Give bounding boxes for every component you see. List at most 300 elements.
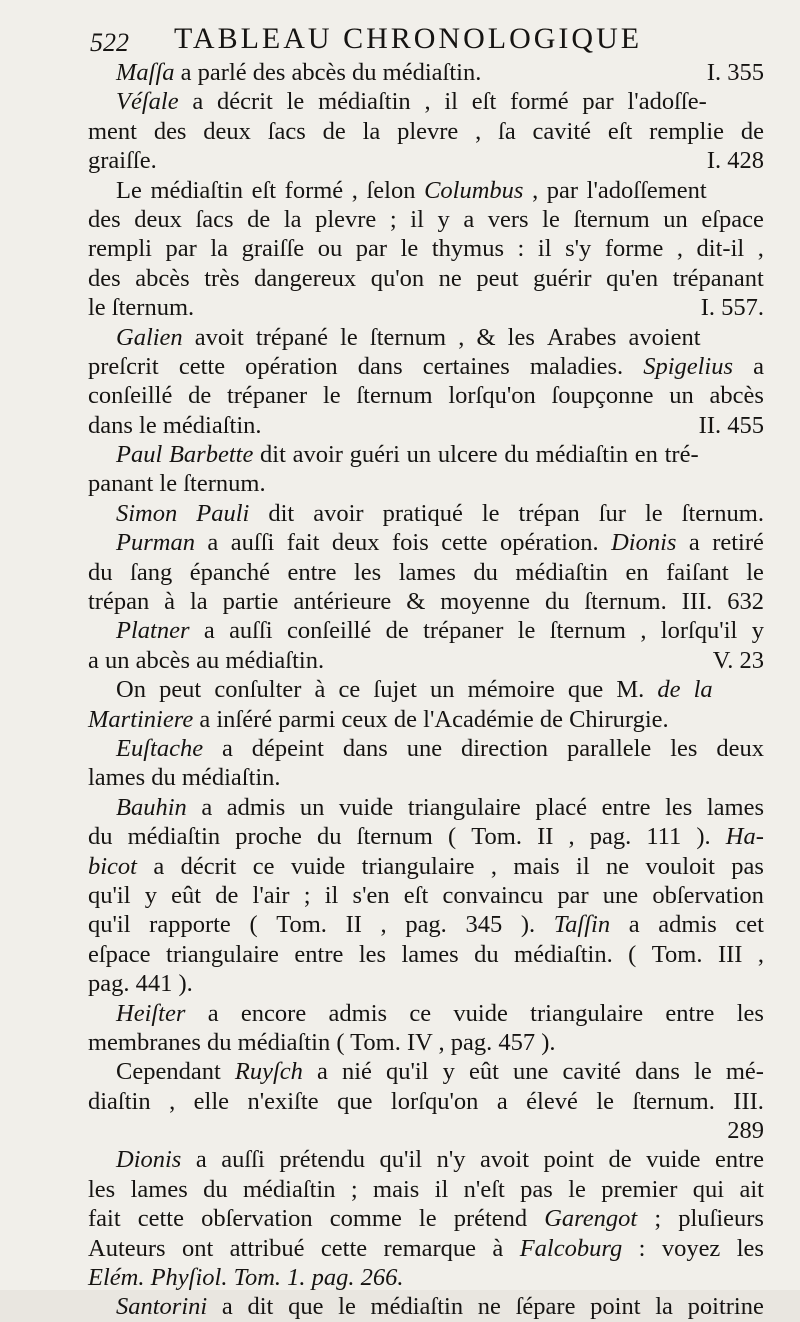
word: ce	[252, 852, 275, 880]
word: fait	[88, 1205, 121, 1233]
word: guéri	[349, 441, 400, 469]
word: ſternum.	[632, 1087, 715, 1115]
text-line	[88, 969, 764, 998]
word: rapporte	[149, 911, 231, 939]
word: diaſtin	[88, 1087, 151, 1115]
word: de	[247, 205, 271, 233]
word: a	[153, 852, 165, 880]
text-line	[88, 234, 764, 263]
word: eût	[171, 881, 202, 909]
word: III	[717, 940, 743, 968]
word: avoit	[480, 1146, 530, 1174]
word: certaines	[422, 352, 510, 380]
word: les	[358, 940, 387, 968]
text-segment: 289	[727, 1117, 764, 1145]
word: proche	[235, 823, 302, 851]
word: eſpace	[701, 205, 764, 233]
word: II	[537, 823, 554, 851]
word: ,	[424, 88, 431, 116]
word: a	[201, 793, 213, 821]
word: cette	[320, 1234, 368, 1262]
word: voyez	[661, 1234, 721, 1262]
word: thymus	[431, 235, 504, 263]
word: dépeint	[251, 734, 324, 762]
word: abcès	[135, 264, 190, 292]
word: vers	[487, 205, 529, 233]
text-line	[88, 558, 764, 587]
italic-word: Heiſter	[116, 999, 186, 1027]
word: 632	[727, 588, 764, 616]
word: ce	[409, 999, 432, 1027]
word: antérieure	[293, 588, 392, 616]
word: moyenne	[440, 588, 530, 616]
word: entre	[287, 558, 337, 586]
word: médiaſtin.	[514, 940, 613, 968]
text-line	[88, 1087, 764, 1116]
word: ſépare	[515, 1293, 576, 1321]
word: ,	[458, 323, 465, 351]
word: les	[88, 1175, 116, 1203]
word: direction	[460, 734, 549, 762]
word: triangulaire	[166, 940, 279, 968]
text-line	[88, 264, 764, 293]
word: par	[546, 176, 579, 204]
word: le	[694, 1058, 712, 1086]
word: 345	[465, 911, 503, 939]
word: n'exiſte	[247, 1087, 319, 1115]
text-line	[88, 469, 764, 498]
word: preſcrit	[88, 352, 159, 380]
word: lames	[706, 793, 764, 821]
word: il	[537, 235, 552, 263]
word: plevre	[315, 205, 377, 233]
word: conſeillé	[88, 382, 173, 410]
text-line	[88, 1145, 764, 1174]
word: il	[324, 881, 339, 909]
italic-word: Spigelius	[643, 352, 734, 380]
word: point	[590, 1293, 641, 1321]
word: Tom.	[651, 940, 703, 968]
word: ſelon	[366, 176, 416, 204]
word: de	[188, 382, 212, 410]
word: eſt	[607, 117, 633, 145]
word: poitrine	[687, 1293, 764, 1321]
word: guérir	[533, 264, 592, 292]
word: médiaſtin	[370, 1293, 464, 1321]
word: convaincu	[442, 881, 544, 909]
word: trépaner	[423, 617, 504, 645]
italic-word: Garengot	[544, 1205, 638, 1233]
word: n'y	[436, 1146, 466, 1174]
word: premier	[601, 1175, 678, 1203]
word: du	[88, 823, 113, 851]
text-segment: lames du médiaſtin.	[88, 764, 281, 792]
word: deux	[203, 117, 251, 145]
word: du	[473, 558, 498, 586]
word: fait	[286, 529, 320, 557]
word: peut	[476, 264, 519, 292]
word: mé-	[725, 1058, 764, 1086]
word: qu'il	[88, 881, 131, 909]
word: en	[625, 558, 649, 586]
word: ſur	[598, 499, 626, 527]
word: il	[576, 852, 590, 880]
word: Arabes	[546, 323, 617, 351]
text-line	[88, 293, 764, 322]
italic-word: Dionis	[611, 529, 677, 557]
word: mais	[513, 852, 560, 880]
word: ne	[606, 852, 630, 880]
text-line	[88, 646, 764, 675]
text-line	[88, 675, 713, 704]
word: y	[751, 617, 764, 645]
text-segment: membranes du médiaſtin ( Tom. IV , pag. 457 ).	[88, 1028, 556, 1056]
word: que	[337, 1087, 373, 1115]
word: ulcere	[437, 441, 498, 469]
word: ;	[350, 1175, 358, 1203]
word: obſervation	[201, 1205, 313, 1233]
word: partie	[222, 588, 279, 616]
volume-reference: I. 557.	[700, 294, 764, 322]
text-segment: a un abcès au médiaſtin.	[88, 646, 325, 674]
word: il	[444, 88, 458, 116]
word: ſacs	[267, 117, 306, 145]
word: triangulaire	[530, 999, 644, 1027]
italic-word: Pauli	[196, 499, 250, 527]
text-segment: panant le ſternum.	[88, 470, 266, 498]
italic-word: Véſale	[116, 88, 179, 116]
word: dit	[268, 499, 295, 527]
word: l'air	[252, 881, 290, 909]
word: &	[476, 323, 496, 351]
word: décrit	[180, 852, 237, 880]
italic-word: Euſtache	[116, 734, 204, 762]
text-line	[88, 793, 764, 822]
word: entre	[715, 1146, 764, 1174]
word: dans	[635, 1058, 680, 1086]
word: faiſant	[666, 558, 729, 586]
italic-word: Bauhin	[116, 793, 187, 821]
word: ſternum	[369, 323, 447, 351]
word: ait	[739, 1175, 764, 1203]
word: placé	[535, 793, 588, 821]
word: III.	[681, 588, 713, 616]
text-line	[88, 58, 764, 87]
word: le	[517, 617, 536, 645]
word: fois	[392, 529, 429, 557]
word: du	[203, 1175, 228, 1203]
word: du	[317, 823, 342, 851]
word: le	[400, 235, 419, 263]
word: forme	[604, 235, 664, 263]
word: à	[492, 1234, 504, 1262]
word: remarque	[383, 1234, 477, 1262]
italic-word: Paul	[116, 441, 163, 469]
word: a	[195, 1146, 207, 1174]
text-line	[88, 705, 764, 734]
word: le	[338, 1293, 356, 1321]
word: pas	[520, 1175, 553, 1203]
word: auſſi	[229, 617, 273, 645]
word: du	[474, 940, 499, 968]
word: graiſſe	[241, 235, 305, 263]
word: ſa	[498, 117, 516, 145]
word: point	[543, 1146, 594, 1174]
word: dit	[247, 1293, 274, 1321]
italic-text: Maſſa	[116, 59, 175, 86]
word: des	[153, 117, 187, 145]
word: les	[736, 1234, 764, 1262]
word: parallele	[566, 734, 652, 762]
word: tré-	[664, 441, 699, 469]
italic-text: Elém. Phyſiol. Tom. 1. pag. 266.	[88, 1264, 404, 1292]
word: à	[314, 676, 326, 704]
word: un	[430, 676, 455, 704]
word: a	[221, 1293, 233, 1321]
word: encore	[240, 999, 307, 1027]
word: épanché	[189, 558, 270, 586]
word: le	[340, 323, 358, 351]
word: avoit	[194, 323, 244, 351]
word: lorſqu'on	[390, 1087, 479, 1115]
word: pluſieurs	[678, 1205, 764, 1233]
word: ;	[389, 205, 397, 233]
word: de	[322, 117, 346, 145]
word: triangulaire	[361, 852, 475, 880]
italic-word: la	[693, 676, 713, 704]
text-segment: dans le médiaſtin.	[88, 411, 262, 439]
word: élevé	[526, 1087, 578, 1115]
word: eſt	[471, 88, 497, 116]
text-segment: le ſternum.	[88, 294, 195, 322]
word: qu'il	[379, 1146, 423, 1174]
word: comme	[329, 1205, 402, 1233]
word: qui	[692, 1175, 725, 1203]
word: par	[165, 235, 197, 263]
text-line	[88, 1175, 764, 1204]
text-line	[88, 440, 699, 469]
word: admis	[328, 999, 388, 1027]
word: médiaſtin	[127, 823, 221, 851]
word: ſternum	[356, 823, 433, 851]
word: prétendu	[279, 1146, 366, 1174]
text-line	[88, 881, 764, 910]
word: vouloit	[645, 852, 715, 880]
word: ſternum.	[681, 499, 764, 527]
italic-text: Martiniere	[88, 705, 194, 733]
word: Tom.	[276, 911, 327, 939]
word: un	[663, 205, 688, 233]
volume-reference: I. 428	[706, 147, 764, 175]
word: eſpace	[88, 940, 151, 968]
word: lorſqu'il	[660, 617, 738, 645]
text-line	[88, 1028, 764, 1057]
word: avoient	[628, 323, 701, 351]
word: ont	[181, 1234, 214, 1262]
word: abcès	[709, 382, 764, 410]
word: ;	[654, 1205, 662, 1233]
text-segment: a inſéré parmi ceux de l'Académie de Chirurgie.	[193, 705, 669, 733]
word: triangulaire	[407, 793, 521, 821]
word: de	[608, 1146, 632, 1174]
word: par	[582, 88, 614, 116]
word: le	[418, 1205, 437, 1233]
word: ſang	[130, 558, 173, 586]
word: nié	[341, 1058, 372, 1086]
text-line	[88, 587, 764, 616]
word: n'eſt	[463, 1175, 505, 1203]
word: cet	[735, 911, 764, 939]
word: ,	[490, 852, 498, 880]
word: a	[207, 999, 219, 1027]
text-line	[88, 176, 707, 205]
word: une	[513, 1058, 549, 1086]
word: ſternum.	[584, 588, 667, 616]
word: un	[299, 793, 325, 821]
word: avoir	[313, 499, 364, 527]
text-line	[88, 1116, 764, 1145]
word: ,	[475, 117, 482, 145]
text-line	[88, 381, 764, 410]
word: un	[406, 441, 432, 469]
word: a	[222, 734, 233, 762]
word: cette	[441, 529, 488, 557]
word: y	[437, 205, 450, 233]
word: attribué	[229, 1234, 305, 1262]
word: vuide	[646, 1146, 701, 1174]
word: a	[203, 617, 215, 645]
word: ſternum	[573, 205, 650, 233]
word: Tom.	[471, 823, 522, 851]
word: y	[442, 1058, 455, 1086]
text-line	[88, 1234, 764, 1263]
word: admis	[658, 911, 717, 939]
word: ou	[317, 235, 343, 263]
word: que	[567, 676, 604, 704]
word: a	[753, 352, 764, 380]
word: formé	[284, 176, 344, 204]
word: a	[207, 529, 219, 557]
text-line	[88, 528, 764, 557]
word: les	[665, 793, 693, 821]
word: eſt	[251, 176, 277, 204]
word: obſervation	[652, 881, 764, 909]
word: rempli	[88, 235, 152, 263]
word: ,	[532, 176, 539, 204]
word: deux	[716, 734, 764, 762]
word: ſternum	[549, 617, 626, 645]
word: lames	[130, 1175, 188, 1203]
word: lorſqu'on	[448, 382, 536, 410]
word: en	[634, 441, 658, 469]
word: ,	[676, 235, 683, 263]
word: il	[410, 205, 424, 233]
word: les	[353, 558, 382, 586]
word: par	[557, 881, 589, 909]
word: trépané	[255, 323, 328, 351]
word: conſulter	[214, 676, 302, 704]
italic-word: de	[657, 676, 681, 704]
word: entre	[294, 940, 344, 968]
word: ,	[640, 617, 647, 645]
word: a	[192, 88, 204, 116]
word: ſternum	[356, 382, 433, 410]
word: les	[507, 323, 535, 351]
word: On	[116, 676, 146, 704]
text-line	[88, 1292, 764, 1321]
word: plevre	[397, 117, 459, 145]
word: la	[189, 588, 208, 616]
word: ce	[338, 676, 361, 704]
word: ſoupçonne	[551, 382, 654, 410]
word: ).	[696, 823, 711, 851]
word: de	[385, 617, 409, 645]
word: a	[688, 529, 700, 557]
word: décrit	[217, 88, 273, 116]
word: mémoire	[467, 676, 555, 704]
word: lames	[401, 940, 459, 968]
word: dit-il	[696, 235, 745, 263]
word: a	[628, 911, 640, 939]
text-line	[88, 499, 764, 528]
italic-word: Platner	[116, 617, 190, 645]
word: de	[740, 117, 764, 145]
word: le	[286, 88, 305, 116]
word: un	[669, 382, 694, 410]
italic-word: Dionis	[116, 1146, 182, 1174]
text-line	[88, 1204, 764, 1233]
word: ;	[303, 881, 311, 909]
word: ,	[169, 1087, 176, 1115]
word: maladies.	[529, 352, 624, 380]
italic-word: Ruyſch	[234, 1058, 303, 1086]
text-line	[88, 323, 701, 352]
word: cette	[137, 1205, 184, 1233]
word: ,	[757, 940, 764, 968]
word: des	[88, 205, 121, 233]
italic-word: Galien	[116, 323, 183, 351]
word: la	[210, 235, 229, 263]
italic-word: Barbette	[168, 441, 254, 469]
word: opération	[245, 352, 338, 380]
italic-word: Santorini	[116, 1293, 208, 1321]
word: (	[447, 823, 457, 851]
word: M.	[616, 676, 645, 704]
word: dangereux	[254, 264, 357, 292]
word: à	[164, 588, 176, 616]
word: entre	[665, 999, 715, 1027]
word: par	[355, 235, 388, 263]
running-title: TABLEAU CHRONOLOGIQUE	[174, 22, 643, 55]
italic-word: Taſſin	[553, 911, 611, 939]
word: entre	[601, 793, 651, 821]
word: dit	[260, 441, 286, 469]
word: la	[655, 1293, 673, 1321]
italic-word: bicot	[88, 852, 137, 880]
word: conſeillé	[286, 617, 372, 645]
word: très	[204, 264, 240, 292]
word: médiaſtin	[242, 1175, 336, 1203]
word: le	[481, 499, 500, 527]
word: ,	[351, 176, 358, 204]
word: deux	[331, 529, 380, 557]
word: médiaſtin	[318, 88, 411, 116]
word: qu'il	[386, 1058, 429, 1086]
word: Auteurs	[88, 1234, 166, 1262]
word: médiaſtin	[535, 441, 629, 469]
word: ,	[757, 235, 764, 263]
page-header	[90, 22, 770, 58]
